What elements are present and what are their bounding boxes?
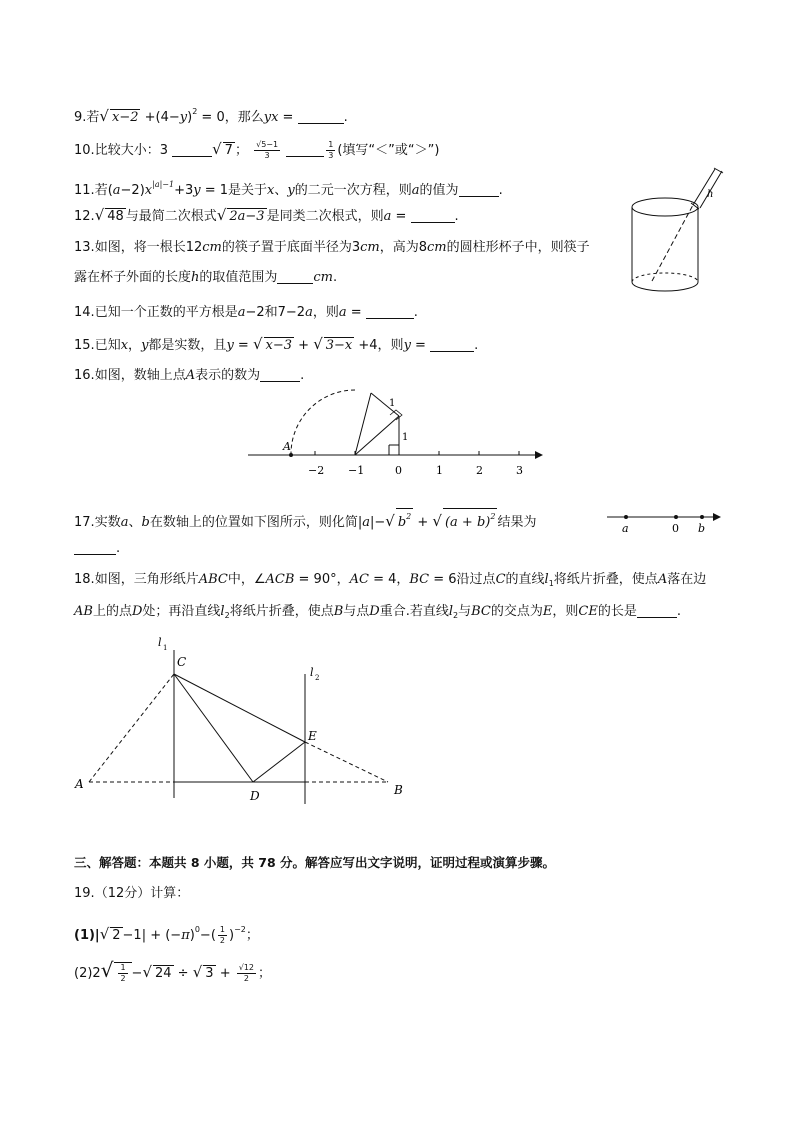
tick-label-neg2: −2 <box>308 464 325 477</box>
answer-blank-13[interactable] <box>277 269 313 284</box>
answer-blank-14[interactable] <box>366 304 414 319</box>
question-15: 15.已知x，y都是实数，且y = √ x−3 + √ 3−x +4，则y = . <box>74 335 479 353</box>
triangle-fold-figure <box>70 632 420 807</box>
line-label-l2-sub: 2 <box>315 674 320 682</box>
answer-blank-11[interactable] <box>459 182 499 197</box>
answer-blank-10b[interactable] <box>286 142 324 157</box>
answer-blank-15[interactable] <box>430 337 474 352</box>
answer-blank-17[interactable] <box>74 540 116 555</box>
answer-blank-18[interactable] <box>637 603 677 618</box>
vertex-label-A: A <box>75 777 84 791</box>
answer-blank-16[interactable] <box>260 367 300 382</box>
question-14: 14.已知一个正数的平方根是a−2和7−2a，则a = . <box>74 305 418 320</box>
question-9: 9.若√ $x-2 +(4-y)^2 = 0$，那么yx = . <box>74 107 348 125</box>
vertex-label-E: E <box>308 729 317 743</box>
tick-label-0: 0 <box>395 464 402 477</box>
question-13-line-2: 露在杯子外面的长度h的取值范围为 cm. <box>74 270 338 285</box>
cup-figure <box>625 165 735 295</box>
question-10: 10.比较大小：3 √ 7 ； $\frac{√5-1}{3}$ $\frac{1}{3}$ (填写“＜”或“＞”) <box>74 140 440 160</box>
tick-label-3: 3 <box>516 464 523 477</box>
line-label-l1: l <box>158 636 162 649</box>
question-16: 16.如图，数轴上点A表示的数为 . <box>74 368 305 383</box>
tick-label-1: 1 <box>436 464 443 477</box>
question-19-part-1: (1)|√ $2 -1| + (-\pi)^0-$( $\frac{1}{2}$ )$^{-2}$； <box>74 925 259 945</box>
tick-label-neg1: −1 <box>348 464 365 477</box>
question-19: 19.（12分）计算： <box>74 886 190 901</box>
answer-blank-10a[interactable] <box>172 142 212 157</box>
fraction-one-third: $\frac{1}{3}$ <box>328 140 334 160</box>
vertex-label-D: D <box>250 789 260 803</box>
cup-label-h: h <box>707 189 714 200</box>
segment-label-1-side: 1 <box>402 432 409 443</box>
question-11: 11.若$(a-2)x^{|a|-1}+3y = 1$是关于x、y的二元一次方程，则a的值为 . <box>74 180 503 198</box>
question-12: 12.√ 48 与最简二次根式√ 2a−3 是同类二次根式，则a = . <box>74 206 459 224</box>
section-3-heading: 三、解答题：本题共 8 小题，共 78 分。解答应写出文字说明，证明过程或演算步骤。 <box>74 855 556 870</box>
number-line-figure <box>240 385 550 485</box>
question-13-line-1: 13.如图，将一根长12cm的筷子置于底面半径为3cm，高为8cm的圆柱形杯子中，则筷子 <box>74 240 590 255</box>
vertex-label-C: C <box>177 655 187 669</box>
question-17-line-1: 17.实数a、b在数轴上的位置如下图所示，则化简|a|−√ $b^2$ + √ $(a + b)^2$ 结果为 <box>74 508 536 533</box>
answer-blank-12[interactable] <box>411 208 455 223</box>
question-18-line-2: AB上的点D处；再沿直线$l_2$将纸片折叠，使点B与点D重合.若直线$l_2$与BC的交点为E，则CE的长是 . <box>74 604 682 620</box>
label-0: 0 <box>672 522 679 535</box>
question-18-line-1: 18.如图，三角形纸片ABC中，∠ACB = 90°，AC = 4，BC = 6沿过点C的直线$l_1$将纸片折叠，使点A落在边 <box>74 572 707 588</box>
question-19-part-2: (2)2√ $\frac{1}{2}$ −√ 24 ÷ √ 3 + $\frac{√12}{2}$ ； <box>74 958 272 983</box>
question-17-line-2: . <box>74 539 120 559</box>
fraction-sqrt5: $\frac{√5-1}{3}$ <box>256 140 279 160</box>
segment-label-1-top: 1 <box>389 398 396 409</box>
line-label-l1-sub: 1 <box>163 644 168 652</box>
label-a: a <box>622 522 629 535</box>
tick-label-2: 2 <box>476 464 483 477</box>
ab-number-line <box>603 505 725 537</box>
vertex-label-B: B <box>394 783 403 797</box>
point-label-A: A <box>283 440 291 453</box>
answer-blank-9[interactable] <box>298 109 344 124</box>
label-b: b <box>698 522 706 535</box>
line-label-l2: l <box>310 666 314 679</box>
